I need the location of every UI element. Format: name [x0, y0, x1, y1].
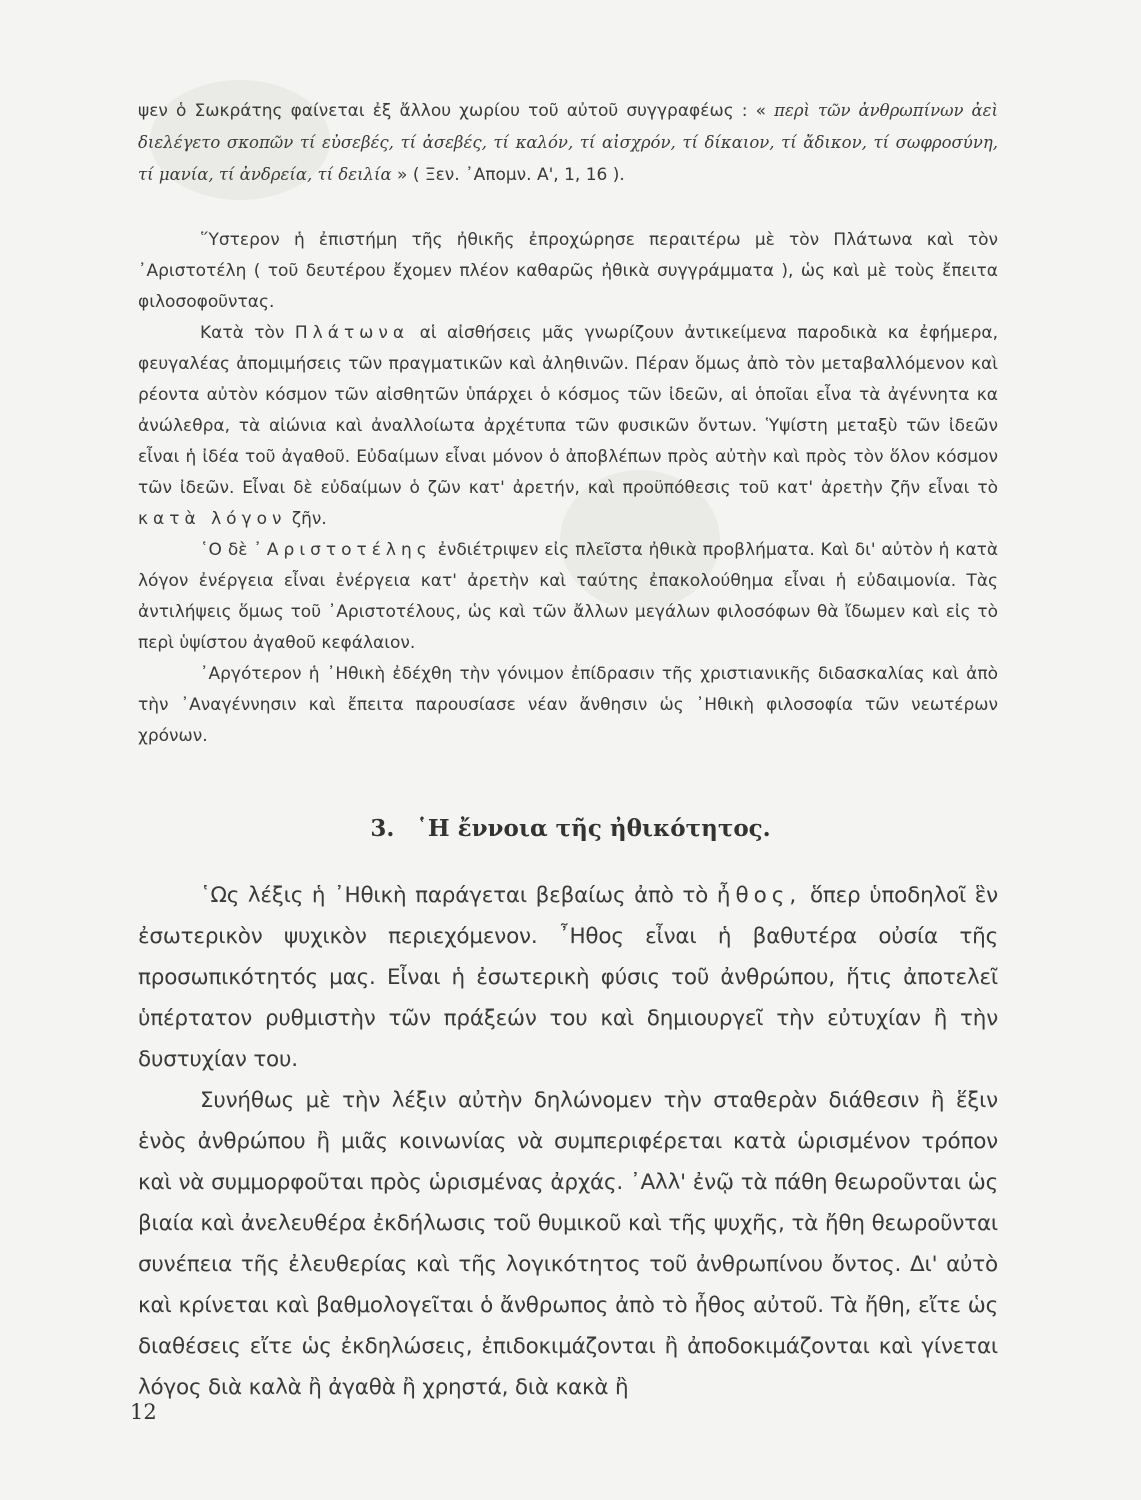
xenophon-quote: περὶ τῶν ἀνθρωπίνων ἀεὶ διελέγετο σκοπῶν τί εὐσεβές, τί ἀσεβές, τί καλόν, τί αἰσχρόν, τί δίκαιον, τί ἄδικον, τί σωφροσύνη, τί μανία, τί ἀνδρεία, τί δειλία: [138, 101, 998, 184]
paragraph-1: ῞Υστερον ἡ ἐπιστήμη τῆς ἠθικῆς ἐπροχώρησε περαιτέρω μὲ τὸν Πλάτωνα καὶ τὸν ᾿Αριστοτέλη ( τοῦ δευτέρου ἔχομεν πλέον καθαρῶς ἠθικὰ συγγράμματα ), ὡς καὶ μὲ τοὺς ἔπειτα φιλοσοφοῦντας.: [138, 230, 998, 312]
paragraph-6: Συνήθως μὲ τὴν λέξιν αὐτὴν δηλώνομεν τὴν σταθερὰν διάθεσιν ἢ ἕξιν ἑνὸς ἀνθρώπου ἢ μιᾶς κοινωνίας νὰ συμπεριφέρεται κατὰ ὡρισμένον τρόπον καὶ νὰ συμμορφοῦται πρὸς ὡρισμένας ἀρχάς. ᾿Αλλ' ἐνῷ τὰ πάθη θεωροῦνται ὡς βιαία καὶ ἀνελευθέρα ἐκδήλωσις τοῦ θυμικοῦ καὶ τῆς ψυχῆς, τὰ ἤθη θεωροῦνται συνέπεια τῆς ἐλευθερίας καὶ τῆς λογικότητος τοῦ ἀνθρωπίνου ὄντος. Δι' αὐτὸ καὶ κρίνεται καὶ βαθμολογεῖται ὁ ἄνθρωπος ἀπὸ τὸ ἦθος αὐτοῦ. Τὰ ἤθη, εἴτε ὡς διαθέσεις εἴτε ὡς ἐκδηλώσεις, ἐπιδοκιμάζονται ἢ ἀποδοκιμάζονται καὶ γίνεται λόγος διὰ καλὰ ἢ ἀγαθὰ ἢ χρηστά, διὰ κακὰ ἢ: [138, 1088, 998, 1400]
text-span: Κατὰ τὸν: [200, 323, 285, 343]
page-number: 12: [130, 1400, 157, 1424]
text-span: ὅπερ ὑποδηλοῖ ἓν ἐσωτερικὸν ψυχικὸν περιεχόμενον. ῏Ηθος εἶναι ἡ βαθυτέρα οὐσία τῆς προσωπικότητός μας. Εἶναι ἡ ἐσωτερικὴ φύσις τοῦ ἀνθρώπου, ἥτις ἀποτελεῖ ὑπέρτατον ρυθμιστὴν τῶν πράξεών του καὶ δημιουργεῖ τὴν εὐτυχίαν ἢ τὴν δυστυχίαν του.: [138, 883, 998, 1072]
text-span: ῾Ο δὲ: [200, 540, 248, 560]
section-number: 3.: [370, 815, 395, 842]
paragraph-2: [138, 318, 998, 535]
spaced-ethos: ἦθος,: [716, 883, 802, 908]
text-span: ζῆν.: [291, 509, 327, 529]
text-span: ῾Ως λέξις ἡ ᾿Ηθικὴ παράγεται βεβαίως ἀπὸ τὸ: [200, 883, 709, 908]
text-span: ἐνδιέτριψεν εἰς πλεῖστα ἠθικὰ προβλήματα. Καὶ δι' αὐτὸν ἡ κατὰ λόγον ἐνέργεια εἶναι ἐνέργεια κατ' ἀρετὴν καὶ ταύτης ἐπακολούθημα εἶναι ἡ εὐδαιμονία. Τὰς ἀντιλήψεις ὅμως τοῦ ᾿Αριστοτέλους, ὡς καὶ τῶν ἄλλων μεγάλων φιλοσόφων θὰ ἴδωμεν καὶ εἰς τὸ περὶ ὑψίστου ἀγαθοῦ κεφάλαιον.: [138, 540, 999, 653]
section-title: ῾Η ἔννοια τῆς ἠθικότητος.: [416, 815, 771, 842]
paragraph-5: [138, 875, 998, 1080]
text-span: » ( Ξεν. ᾿Απομν. Α', 1, 16 ).: [397, 165, 625, 185]
upper-text: [138, 95, 998, 752]
spaced-name-plato: Πλάτωνα: [294, 323, 410, 343]
spaced-kata-logon: κατὰ λόγον: [138, 509, 287, 529]
paragraph-4: ᾿Αργότερον ἡ ᾿Ηθικὴ ἐδέχθη τὴν γόνιμον ἐπίδρασιν τῆς χριστιανικῆς διδασκαλίας καὶ ἀπὸ τὴν ᾿Αναγέννησιν καὶ ἔπειτα παρουσίασε νέαν ἄνθησιν ὡς ᾿Ηθικὴ φιλοσοφία τῶν νεωτέρων χρόνων.: [138, 664, 998, 746]
text-span: ψεν ὁ Σωκράτης φαίνεται ἐξ ἄλλου χωρίου τοῦ αὐτοῦ συγγραφέως : «: [138, 101, 767, 121]
text-span: αἱ αἰσθήσεις μᾶς γνωρίζουν ἀντικείμενα παροδικὰ κα ἐφήμερα, φευγαλέας ἀπομιμήσεις τῶν πραγματικῶν καὶ ἀληθινῶν. Πέραν ὅμως ἀπὸ τὸν μεταβαλλόμενον καὶ ρέοντα αὐτὸν κόσμον τῶν αἰσθητῶν ὑπάρχει ὁ κόσμος τῶν ἰδεῶν, αἱ ὁποῖαι εἶνα τὰ ἀγέννητα κα ἀνώλεθρα, τὰ αἰώνια καὶ ἀναλλοίωτα ἀρχέτυπα τῶν φυσικῶν ὄντων. Ὑψίστη μεταξὺ τῶν ἰδεῶν εἶναι ἡ ἰδέα τοῦ ἀγαθοῦ. Εὐδαίμων εἶναι μόνον ὁ ἀποβλέπων πρὸς αὐτὴν καὶ πρὸς τὸν ὅλον κόσμον τῶν ἰδεῶν. Εἶναι δὲ εὐδαίμων ὁ ζῶν κατ' ἀρετήν, καὶ προϋπόθεσις τοῦ κατ' ἀρετὴν ζῆν εἶναι τὸ: [138, 323, 998, 498]
lower-text: [138, 875, 998, 1408]
spaced-name-aristotle: ᾿Αριστοτέλης: [253, 540, 432, 560]
section-heading: [0, 815, 1141, 842]
paragraph-3: [138, 535, 998, 659]
paragraph-0: [138, 95, 998, 191]
